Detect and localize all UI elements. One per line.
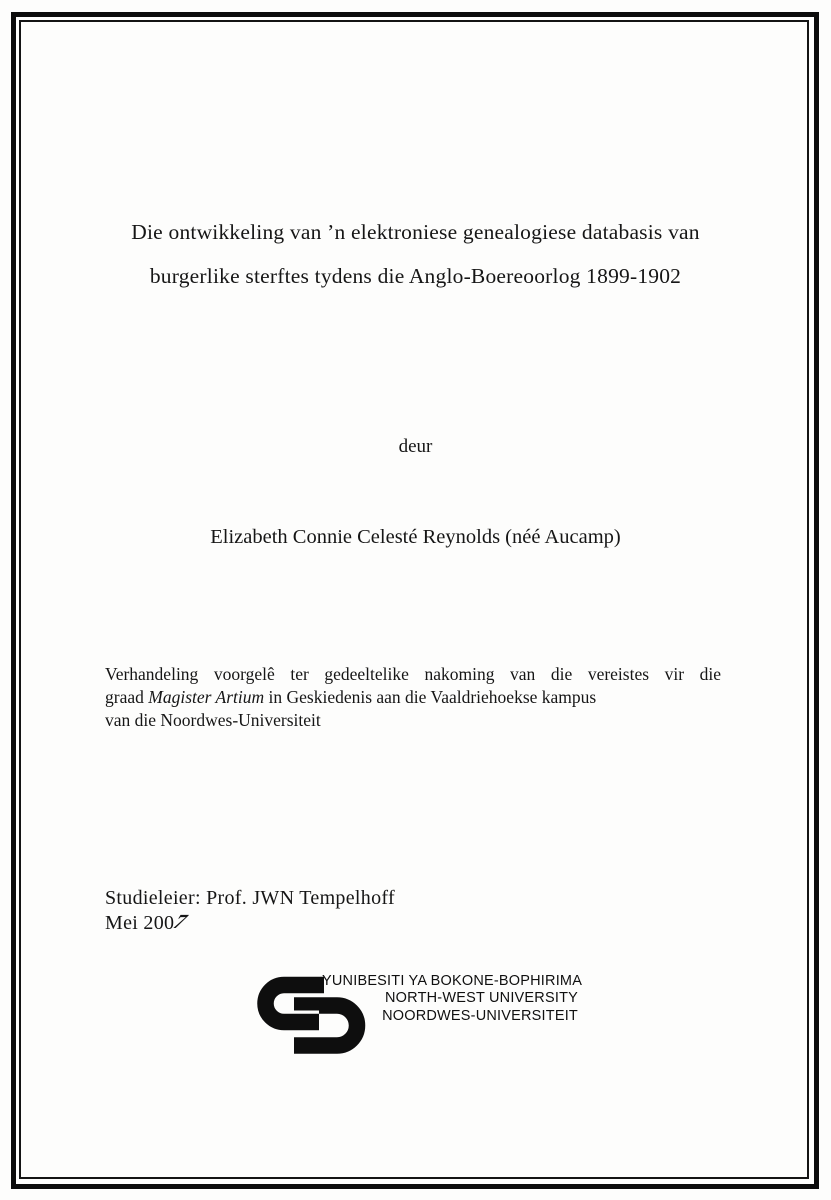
byline-label: deur [398,436,433,457]
degree-name: Magister Artium [148,687,265,707]
statement-line2 [105,686,721,709]
university-logo [256,969,586,1059]
statement-line2-suffix: in Geskiedenis aan die Vaaldriehoekse kampus [264,687,597,707]
logo-text-afrikaans: NOORDWES-UNIVERSITEIT [382,1007,578,1024]
university-logo-text [322,973,583,1025]
statement-line3: van die Noordwes-Universiteit [105,710,321,730]
thesis-statement [105,663,721,732]
thesis-title [40,210,791,298]
statement-line1: Verhandeling voorgelê ter gedeeltelike nakoming van die vereistes vir die [105,664,721,684]
thesis-title-line1: Die ontwikkeling van ’n elektroniese genealogiese databasis van [131,220,700,244]
date-line [105,911,395,936]
logo-text-setswana: YUNIBESITI YA BOKONE-BOPHIRIMA [322,973,583,989]
author-name: Elizabeth Connie Celesté Reynolds (néé Aucamp) [210,526,621,548]
logo-text-english: NORTH-WEST UNIVERSITY [385,990,578,1007]
thesis-title-line2: burgerlike sterftes tydens die Anglo-Boereoorlog 1899-1902 [149,264,682,288]
statement-line2-prefix: graad [105,687,149,707]
supervisor-block [105,886,395,936]
date-final-digit: 7 [168,911,193,933]
supervisor-line: Studieleier: Prof. JWN Tempelhoff [105,887,395,909]
date-month-year: Mei 200 [105,912,175,934]
